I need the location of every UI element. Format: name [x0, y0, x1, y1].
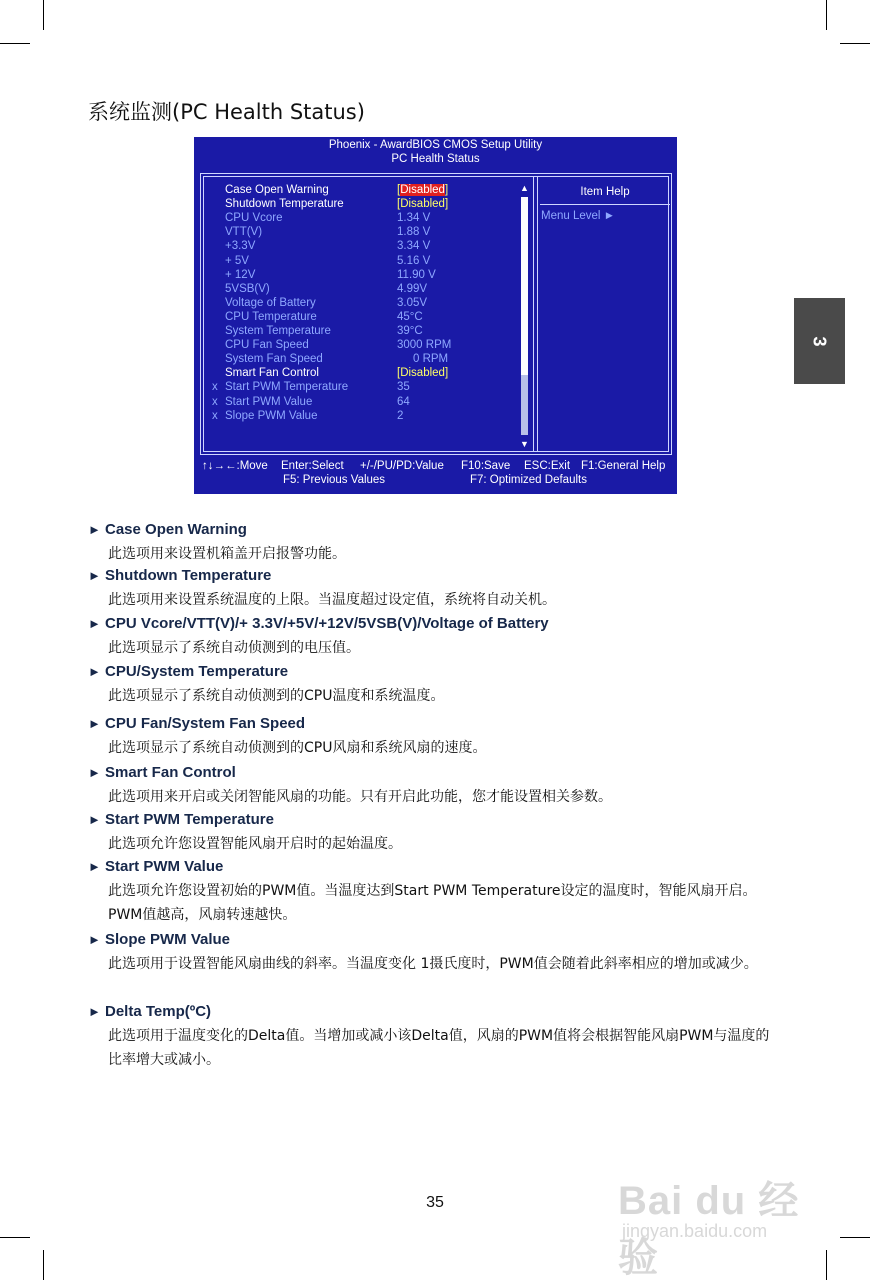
bios-item-row[interactable] — [204, 352, 514, 366]
bios-item-value[interactable]: 1.88 V — [397, 226, 431, 239]
section-heading — [88, 763, 778, 783]
triangle-bullet-icon: ► — [88, 664, 101, 679]
section-description: 此选项显示了系统自动侦测到的CPU风扇和系统风扇的速度。 — [108, 740, 487, 756]
bios-page-title: PC Health Status — [391, 153, 480, 165]
section-description: 此选项用来设置机箱盖开启报警功能。 — [108, 546, 346, 562]
description-section — [88, 714, 778, 760]
bios-item-value[interactable]: 39°C — [397, 325, 423, 337]
item-help-text: Menu Level ► — [541, 210, 616, 222]
triangle-bullet-icon: ► — [88, 616, 101, 631]
footer-move: ↑↓→←:Move — [202, 460, 268, 472]
description-section — [88, 614, 778, 660]
bios-item-value[interactable]: 64 — [397, 395, 410, 408]
bios-item-name: +3.3V — [225, 240, 256, 253]
crop-mark — [43, 1250, 44, 1280]
description-section — [88, 1002, 778, 1072]
bios-item-name: Start PWM Value — [225, 395, 313, 408]
section-title: Shutdown Temperature — [105, 567, 272, 584]
bios-item-name: + 12V — [225, 268, 256, 281]
section-title: Start PWM Temperature — [105, 811, 274, 828]
page-title: 系统监测(PC Health Status) — [88, 100, 365, 124]
bios-item-name: CPU Temperature — [225, 310, 317, 323]
section-heading — [88, 857, 778, 877]
bios-item-name: VTT(V) — [225, 226, 263, 239]
footer-value: +/-/PU/PD:Value — [360, 460, 444, 472]
watermark-url: jingyan.baidu.com — [622, 1221, 768, 1241]
bios-item-name: Start PWM Temperature — [225, 381, 349, 394]
description-section — [88, 810, 778, 856]
section-description: 此选项允许您设置初始的PWM值。当温度达到Start PWM Temperature设定的温度时，智能风扇开启。PWM值越高，风扇转速越快。 — [108, 883, 757, 923]
section-title: Delta Temp(ºC) — [105, 1003, 212, 1020]
chapter-tab — [794, 298, 845, 384]
bios-item-row[interactable] — [204, 282, 514, 296]
bios-item-name: Shutdown Temperature — [225, 198, 344, 211]
bios-item-name: CPU Vcore — [225, 212, 283, 225]
bios-item-row[interactable] — [204, 254, 514, 268]
bios-item-row[interactable] — [204, 225, 514, 239]
watermark-brand: Bai du 经验 — [618, 1179, 800, 1280]
bios-item-name: + 5V — [225, 254, 249, 267]
bios-item-row[interactable] — [204, 324, 514, 338]
section-title: Smart Fan Control — [105, 764, 236, 781]
section-description: 此选项用来开启或关闭智能风扇的功能。只有开启此功能，您才能设置相关参数。 — [108, 789, 612, 805]
crop-mark — [840, 43, 870, 44]
bios-item-value[interactable]: 0 RPM — [397, 353, 449, 366]
triangle-bullet-icon: ► — [88, 859, 101, 874]
bios-screen — [194, 137, 677, 494]
crop-mark — [0, 1237, 30, 1238]
section-title: Case Open Warning — [105, 521, 247, 538]
bios-item-row[interactable] — [204, 197, 514, 211]
bios-item-value[interactable]: [Disabled] — [397, 367, 449, 380]
bios-scrollbar[interactable] — [521, 183, 529, 449]
description-section — [88, 857, 778, 927]
bios-item-row[interactable] — [204, 296, 514, 310]
section-heading — [88, 614, 778, 634]
bios-item-value[interactable]: 45°C — [397, 310, 423, 323]
bios-panel-divider — [533, 177, 538, 451]
bios-item-row[interactable] — [204, 409, 514, 423]
bios-item-value[interactable]: [Disabled] — [397, 198, 449, 211]
bios-item-row[interactable] — [204, 310, 514, 324]
description-section — [88, 930, 778, 976]
bios-item-value[interactable]: 5.16 V — [397, 254, 431, 267]
section-heading — [88, 566, 778, 586]
footer-previous-values: F5: Previous Values — [283, 474, 386, 486]
section-description: 此选项用于设置智能风扇曲线的斜率。当温度变化 1摄氏度时，PWM值会随着此斜率相应的增加或减少。 — [108, 956, 758, 972]
bios-item-value[interactable]: 35 — [397, 381, 410, 394]
bios-item-row[interactable] — [204, 380, 514, 394]
bios-item-name: CPU Fan Speed — [225, 339, 309, 352]
footer-optimized-defaults: F7: Optimized Defaults — [470, 474, 587, 486]
bios-item-value[interactable]: 3.34 V — [397, 240, 431, 253]
section-title: CPU Vcore/VTT(V)/+ 3.3V/+5V/+12V/5VSB(V)/Voltage of Battery — [105, 615, 549, 632]
footer-save: F10:Save — [461, 460, 511, 472]
description-section — [88, 662, 778, 708]
triangle-bullet-icon: ► — [88, 812, 101, 827]
section-description: 此选项显示了系统自动侦测到的CPU温度和系统温度。 — [108, 688, 445, 704]
bios-item-row[interactable] — [204, 183, 514, 197]
section-heading — [88, 930, 778, 950]
section-heading — [88, 1002, 778, 1022]
crop-mark — [826, 0, 827, 30]
description-section — [88, 566, 778, 612]
crop-mark — [0, 43, 30, 44]
scroll-up-icon[interactable]: ▲ — [520, 183, 529, 193]
section-description: 此选项用于温度变化的Delta值。当增加或减小该Delta值，风扇的PWM值将会根据智能风扇PWM与温度的比率增大或减小。 — [108, 1028, 770, 1068]
section-heading — [88, 714, 778, 734]
triangle-bullet-icon: ► — [88, 1004, 101, 1019]
section-description: 此选项用来设置系统温度的上限。当温度超过设定值，系统将自动关机。 — [108, 592, 556, 608]
bios-selection-highlight[interactable]: Disabled — [400, 184, 445, 196]
crop-mark — [43, 0, 44, 30]
bios-item-row[interactable] — [204, 239, 514, 253]
bios-item-row[interactable] — [204, 211, 514, 225]
bios-item-value[interactable]: 1.34 V — [397, 212, 431, 225]
bios-item-name: Smart Fan Control — [225, 367, 319, 380]
bios-item-name: Case Open Warning — [225, 184, 329, 196]
bios-item-name: 5VSB(V) — [225, 282, 270, 295]
triangle-bullet-icon: ► — [88, 932, 101, 947]
description-section — [88, 763, 778, 809]
bios-item-value[interactable]: 2 — [397, 409, 404, 422]
bios-header — [194, 137, 677, 166]
bios-item-locked-marker: x — [212, 381, 218, 394]
triangle-bullet-icon: ► — [88, 568, 101, 583]
section-heading — [88, 662, 778, 682]
triangle-bullet-icon: ► — [88, 522, 101, 537]
bios-item-value[interactable]: 4.99V — [397, 282, 428, 295]
scroll-thumb[interactable] — [521, 197, 528, 375]
bios-item-value[interactable]: 3.05V — [397, 296, 428, 309]
triangle-bullet-icon: ► — [88, 765, 101, 780]
bios-item-name: System Fan Speed — [225, 353, 323, 366]
section-title: CPU/System Temperature — [105, 663, 289, 680]
section-heading — [88, 810, 778, 830]
section-title: Start PWM Value — [105, 858, 224, 875]
crop-mark — [840, 1237, 870, 1238]
bios-item-name: System Temperature — [225, 325, 331, 337]
footer-enter: Enter:Select — [281, 460, 344, 472]
bios-menu-inner — [203, 176, 669, 452]
item-help-title: Item Help — [540, 180, 670, 205]
bios-menu-frame — [200, 173, 672, 455]
bios-item-value[interactable]: 3000 RPM — [397, 339, 452, 352]
bios-item-row[interactable] — [204, 395, 514, 409]
bios-item-row[interactable] — [204, 338, 514, 352]
section-description: 此选项显示了系统自动侦测到的电压值。 — [108, 640, 360, 656]
triangle-bullet-icon: ► — [88, 716, 101, 731]
section-description: 此选项允许您设置智能风扇开启时的起始温度。 — [108, 836, 402, 852]
bios-item-row[interactable] — [204, 366, 514, 380]
bios-item-locked-marker: x — [212, 395, 218, 408]
bios-item-locked-marker: x — [212, 409, 218, 422]
section-title: CPU Fan/System Fan Speed — [105, 715, 306, 732]
scroll-down-icon[interactable]: ▼ — [520, 439, 529, 449]
section-heading — [88, 520, 778, 540]
bios-item-value-selected[interactable]: [Disabled] — [397, 184, 449, 196]
watermark — [618, 1155, 828, 1280]
bios-item-name: Voltage of Battery — [225, 296, 316, 309]
bios-item-name: Slope PWM Value — [225, 409, 318, 422]
description-section — [88, 520, 778, 566]
section-title: Slope PWM Value — [105, 931, 231, 948]
bios-utility-title: Phoenix - AwardBIOS CMOS Setup Utility — [328, 139, 543, 151]
bios-item-row[interactable] — [204, 268, 514, 282]
bios-item-value[interactable]: 11.90 V — [397, 268, 436, 281]
footer-exit: ESC:Exit — [524, 460, 571, 472]
page-number: 35 — [426, 1194, 444, 1211]
footer-help: F1:General Help — [581, 460, 666, 472]
chapter-number: 3 — [809, 335, 830, 347]
